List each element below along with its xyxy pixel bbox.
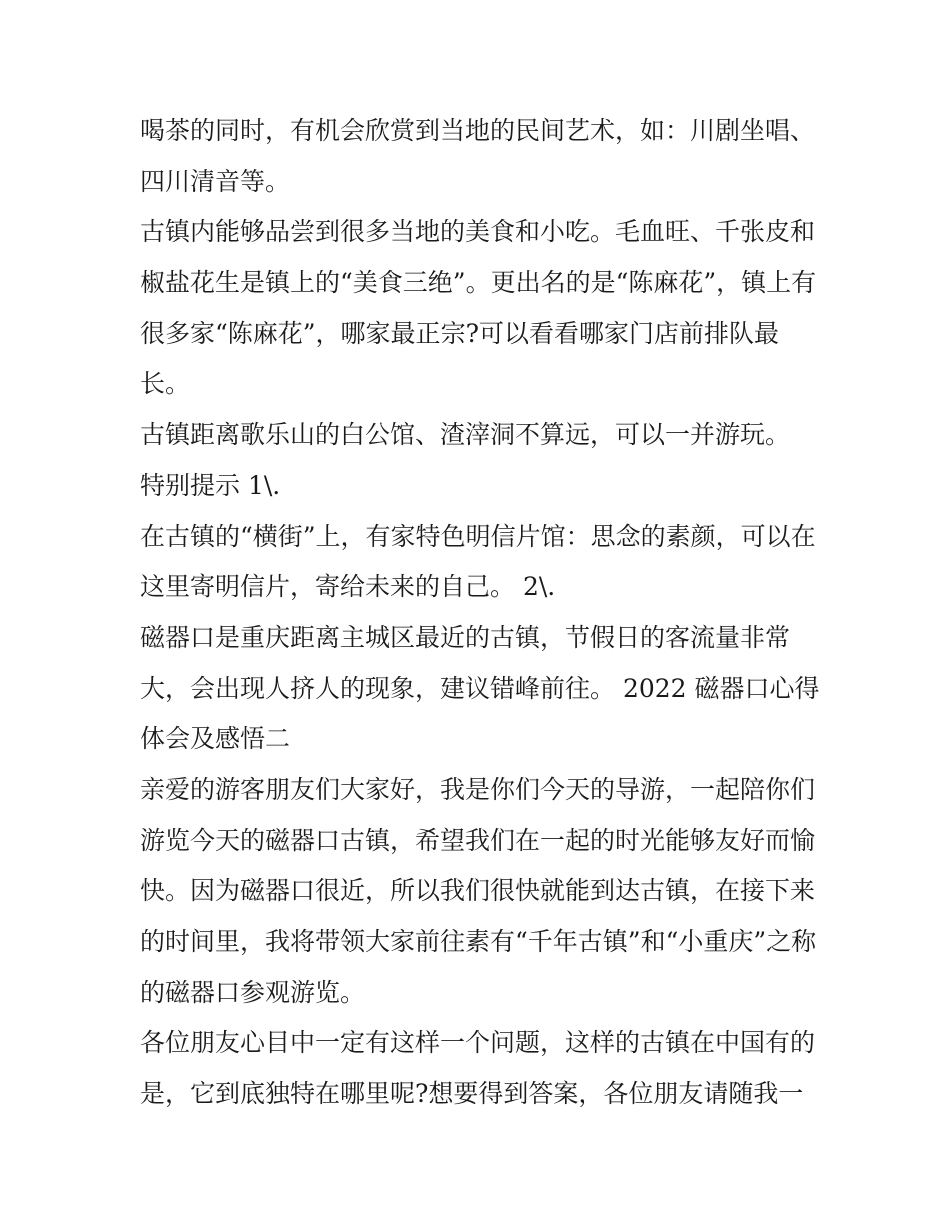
- text-line: 大，会出现人挤人的现象，建议错峰前往。 2022 磁器口心得: [140, 673, 820, 703]
- text-line: 的磁器口参观游览。: [140, 977, 366, 1007]
- text-line: 长。: [140, 369, 191, 399]
- text-line: 是，它到底独特在哪里呢?想要得到答案，各位朋友请随我一: [140, 1079, 804, 1109]
- text-line: 亲爱的游客朋友们大家好，我是你们今天的导游，一起陪你们: [140, 774, 816, 804]
- text-line: 喝茶的同时，有机会欣赏到当地的民间艺术，如：川剧坐唱、: [140, 116, 816, 145]
- text-line: 的时间里，我将带领大家前往素有“千年古镇”和“小重庆”之称: [140, 927, 817, 956]
- text-line: 磁器口是重庆距离主城区最近的古镇，节假日的客流量非常: [140, 622, 791, 652]
- text-line: 这里寄明信片，寄给未来的自己。 2\.: [140, 572, 556, 602]
- document-body: [140, 106, 820, 1120]
- text-line: 游览今天的磁器口古镇，希望我们在一起的时光能够友好而愉: [140, 825, 816, 855]
- text-line: 快。因为磁器口很近，所以我们很快就能到达古镇，在接下来: [140, 876, 816, 906]
- text-line: 很多家“陈麻花”，哪家最正宗?可以看看哪家门店前排队最: [140, 318, 779, 348]
- text-line: 体会及感悟二: [140, 724, 291, 754]
- text-line: 各位朋友心目中一定有这样一个问题，这样的古镇在中国有的: [140, 1028, 816, 1058]
- text-line: 古镇内能够品尝到很多当地的美食和小吃。毛血旺、千张皮和: [140, 217, 816, 247]
- text-line: 特别提示 1\.: [140, 470, 281, 500]
- text-line: 在古镇的“横街”上，有家特色明信片馆：思念的素颜，可以在: [140, 521, 816, 551]
- text-line: 古镇距离歌乐山的白公馆、渣滓洞不算远，可以一并游玩。: [140, 420, 791, 450]
- text-line: 椒盐花生是镇上的“美食三绝”。更出名的是“陈麻花”，镇上有: [140, 268, 817, 298]
- text-line: 四川清音等。: [140, 166, 291, 196]
